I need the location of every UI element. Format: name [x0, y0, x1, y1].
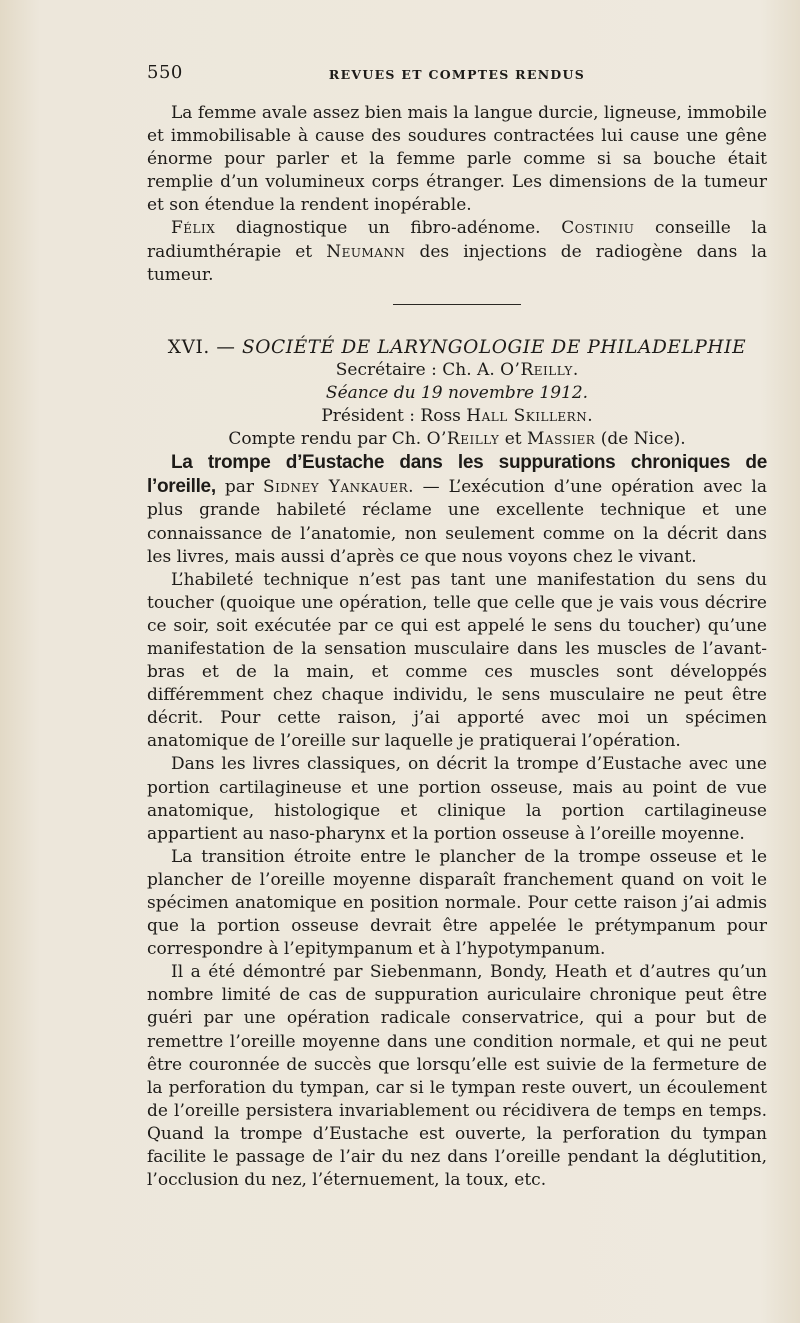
article-lead-text: . — L’exécution d’une opération avec la plus grande habileté réclame une excellente technique et une connaissance de l’anatomie, non seulement comme on la décrit dans les livres, mais aussi d’après ce que nous voyons chez le vivant.	[147, 477, 767, 567]
reporter-massier: Massier	[527, 429, 596, 450]
report-line	[147, 428, 767, 451]
article-by: par	[215, 477, 264, 498]
article-paragraph-5: Il a été démontré par Siebenmann, Bondy, Heath et d’autres qu’un nombre limité de cas de suppuration auriculaire chronique peut être guéri par une opération radicale conservatrice, qui a pour but de remettre l’oreille moyenne dans une condition normale, et qui ne peut être couronnée de succès que lorsqu’elle est suivie de la fermeture de la perforation du tympan, car si le tympan reste ouvert, un écoulement de l’oreille persistera invariablement ou récidivera de temps en temps. Quand la trompe d’Eustache est ouverte, la perforation du tympan facilite le passage de l’air du nez dans l’oreille pendant la déglutition, l’occlusion du nez, l’éternuement, la toux, etc.	[147, 962, 767, 1191]
secretary-name: O’Reilly	[500, 359, 573, 380]
intro-text-2: conseille la radiumthérapie et	[147, 218, 767, 262]
article-title: La trompe d’Eustache dans les suppurations chroniques de l’oreille,	[147, 452, 767, 498]
article-paragraph-2: L’habileté technique n’est pas tant une manifestation du sens du toucher (quoique une opération, telle que celle que je vais vous décrire ce soir, soit exécutée par ce qui est appelé le sens du toucher) qu’une manifestation de la sensation musculaire dans les muscles de l’avant-bras et de la main, et comme ces muscles sont développés différemment chez chaque individu, le sens musculaire ne peut être décrit. Pour cette raison, j’ai apporté avec moi un spécimen anatomique de l’oreille sur laquelle je pratiquerai l’opération.	[147, 569, 767, 752]
secretary-suffix: .	[572, 359, 579, 380]
section-number: XVI. —	[167, 336, 242, 358]
society-name: SOCIÉTÉ DE LARYNGOLOGIE DE PHILADELPHIE	[241, 336, 747, 358]
session-date: Séance du 19 novembre 1912.	[325, 382, 589, 403]
president-suffix: .	[587, 406, 593, 427]
secretary-prefix: Secrétaire : Ch. A.	[335, 359, 501, 380]
section-divider	[393, 304, 521, 305]
page-body	[147, 102, 767, 1192]
intro-paragraph-2	[147, 217, 767, 286]
report-mid: et	[499, 429, 527, 450]
author-neumann: Neumann	[326, 241, 406, 262]
intro-text-3: des injections de radiogène dans la tumeur.	[147, 241, 767, 285]
page-header	[147, 62, 767, 88]
reporter-oreilly: O’Reilly	[426, 429, 500, 450]
president-line	[147, 405, 767, 428]
running-head: REVUES ET COMPTES RENDUS	[328, 67, 586, 82]
report-suffix: (de Nice).	[595, 429, 686, 450]
section-heading	[147, 336, 767, 359]
president-prefix: Président : Ross	[321, 406, 467, 427]
article-author: Sidney Yankauer	[263, 477, 409, 498]
report-prefix: Compte rendu par Ch.	[228, 429, 427, 450]
page-number: 550	[147, 62, 183, 83]
article-paragraph-4: La transition étroite entre le plancher de la trompe osseuse et le plancher de l’oreille moyenne disparaît franchement quand on voit le spécimen anatomique en position normale. Pour cette raison j’ai admis que la portion osseuse devrait être appelée le prétympanum pour correspondre à l’epitympanum et à l’hypotympanum.	[147, 846, 767, 960]
intro-paragraph-1: La femme avale assez bien mais la langue durcie, ligneuse, immobile et immobilisable à cause des soudures contractées lui cause une gêne énorme pour parler et la femme parle comme si sa bouche était remplie d’un volumineux corps étranger. Les dimensions de la tumeur et son étendue la rendent inopérable.	[147, 103, 767, 216]
intro-text-1: diagnostique un fibro-adénome.	[215, 218, 562, 239]
president-name: Hall Skillern	[466, 406, 588, 427]
author-costiniu: Costiniu	[561, 218, 635, 239]
secretary-line	[147, 359, 767, 382]
author-felix: Félix	[171, 218, 216, 239]
article-paragraph-3: Dans les livres classiques, on décrit la trompe d’Eustache avec une portion cartilagineuse et une portion osseuse, mais au point de vue anatomique, histologique et clinique la portion cartilagineuse appartient au naso-pharynx et la portion osseuse à l’oreille moyenne.	[147, 754, 767, 844]
article-lead-paragraph	[147, 451, 767, 568]
